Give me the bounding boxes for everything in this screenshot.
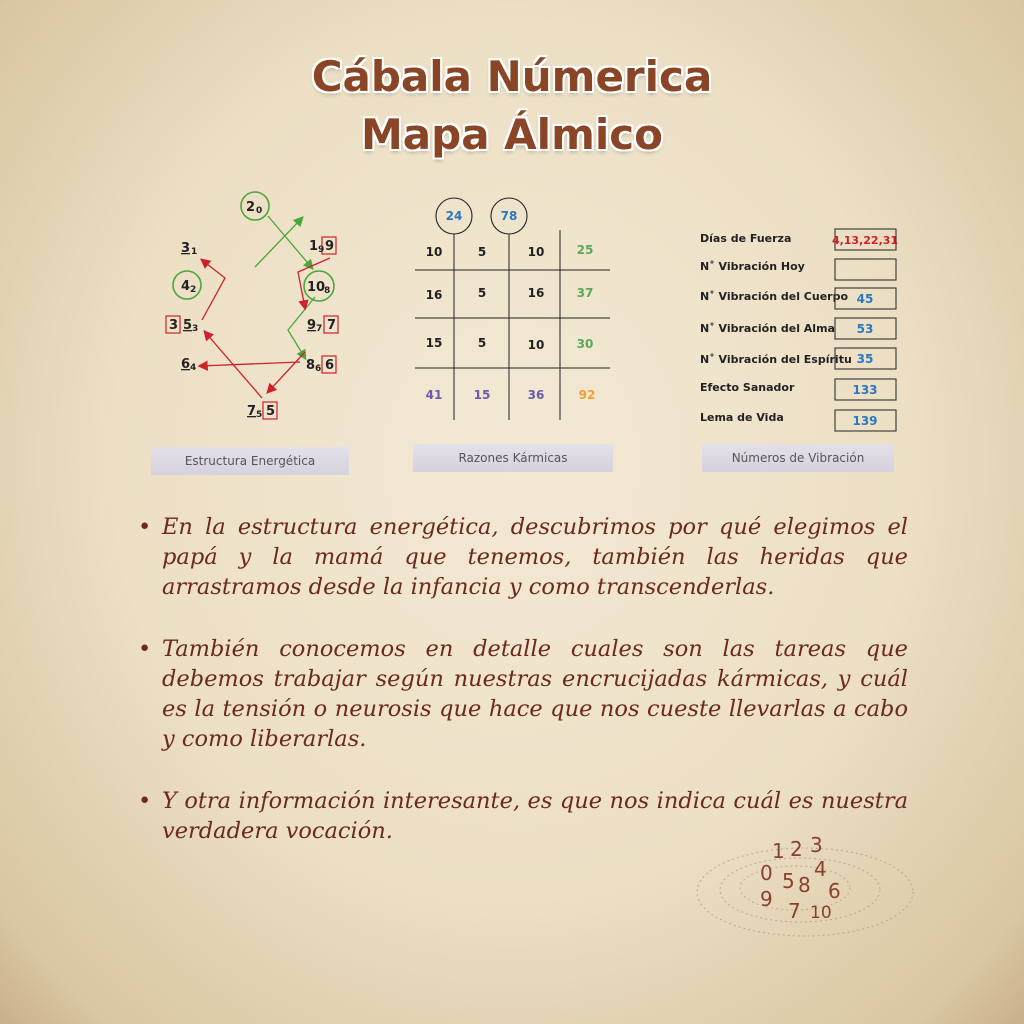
cell: 5 [477,245,487,259]
karmic-circle-78-text: 78 [500,209,518,223]
cell: 92 [578,388,596,402]
deco-number: 7 [788,899,801,923]
bullet-dot: • [138,636,152,662]
vib-value-5: 133 [852,383,878,397]
cell: 37 [576,286,594,300]
node-7-main: 7 [247,404,257,419]
cell: 10 [527,245,545,259]
deco-number: 4 [814,857,827,881]
vib-value-6: 139 [852,414,878,428]
vib-label-6: Lema de Vida [700,411,784,424]
vib-value-2: 45 [856,292,874,306]
razones-karmicas-grid [405,190,620,430]
node-1-boxed: 9 [325,239,335,254]
numeros-vibracion-label: Números de Vibración [702,444,894,472]
cell: 25 [576,243,594,257]
decorative-numbers-swirl [690,820,930,950]
node-5-boxed: 3 [169,318,179,333]
red-arrow-8-to-7 [268,352,305,392]
vib-label-0: Días de Fuerza [700,232,792,245]
bullet-item [138,512,908,602]
bullet-dot: • [138,514,152,540]
vib-label-4: N˚ Vibración del Espíritu [700,353,852,366]
deco-number: 5 [782,869,795,893]
cell: 10 [527,338,545,352]
green-arrow-2-to-10 [268,216,312,268]
node-8-sub: 6 [315,364,322,374]
cell: 16 [425,288,443,302]
cell: 15 [425,336,443,350]
estructura-energetica-label: Estructura Energética [151,447,349,475]
node-9-main: 9 [307,318,317,333]
bullet-text: También conocemos en detalle cuales son las tareas que debemos trabajar según nuestras encrucijadas kármicas, y cuál es la tensión o neurosis que hace que nos cueste llevarlas a cabo y como liberarlas. [162,636,908,752]
cell: 5 [477,336,487,350]
vib-label-2: N˚ Vibración del Cuerpo [700,290,849,303]
node-6-sub: 4 [190,363,197,373]
cell: 36 [527,388,545,402]
vib-label-5: Efecto Sanador [700,381,795,394]
title-line-1: Cábala Númerica [311,52,713,101]
node-2-sub: 0 [256,206,263,216]
node-9-sub: 7 [316,324,323,334]
numeros-vibracion-table [690,222,910,437]
node-7-boxed: 5 [266,404,276,419]
deco-number: 10 [810,903,832,923]
vib-label-1: N˚ Vibración Hoy [700,260,805,273]
deco-number: 2 [790,837,803,861]
bullet-text: En la estructura energética, descubrimos por qué elegimos el papá y la mamá que tenemos, también las heridas que arrastramos desde la infancia y como transcenderlas. [162,514,908,600]
deco-number: 8 [798,873,811,897]
deco-number: 1 [772,839,785,863]
title-line-2: Mapa Álmico [361,110,663,159]
node-8-boxed: 6 [325,358,335,373]
node-2-main: 2 [246,200,256,215]
vib-value-3: 53 [856,322,874,336]
node-5-main: 5 [183,318,193,333]
bullet-text: Y otra información interesante, es que nos indica cuál es nuestra verdadera vocación. [162,788,908,844]
node-10-sub: 8 [324,286,331,296]
node-1-sub: 9 [318,245,325,255]
razones-karmicas-label: Razones Kármicas [413,444,613,472]
bullet-dot: • [138,788,152,814]
karmic-circle-24-text: 24 [445,209,463,223]
node-6-main: 6 [181,357,191,372]
green-arrow-4-to-2 [255,218,302,267]
vib-label-3: N˚ Vibración del Alma [700,322,835,335]
node-10-main: 10 [307,280,326,295]
estructura-energetica-diagram [150,180,360,430]
node-9-boxed: 7 [327,318,337,333]
red-arrow-5-to-3 [202,260,225,320]
deco-number: 6 [828,879,841,903]
cell: 41 [425,388,443,402]
node-3-main: 3 [181,241,191,256]
vib-value-0: 4,13,22,31 [831,234,899,247]
bullet-item [138,634,908,754]
node-1-main: 1 [309,239,319,254]
cell: 10 [425,245,443,259]
vib-value-4: 35 [856,352,874,366]
cell: 16 [527,286,545,300]
deco-number: 0 [760,861,773,885]
node-3-sub: 1 [191,247,198,257]
node-4-sub: 2 [190,285,197,295]
node-5-sub: 3 [192,324,199,334]
red-arrow-8-to-6 [200,362,300,366]
cell: 5 [477,286,487,300]
node-7-sub: 5 [256,410,263,420]
node-8-main: 8 [306,358,316,373]
node-4-main: 4 [181,279,191,294]
cell: 15 [473,388,491,402]
deco-number: 9 [760,887,773,911]
deco-number: 3 [810,833,823,857]
cell: 30 [576,337,594,351]
